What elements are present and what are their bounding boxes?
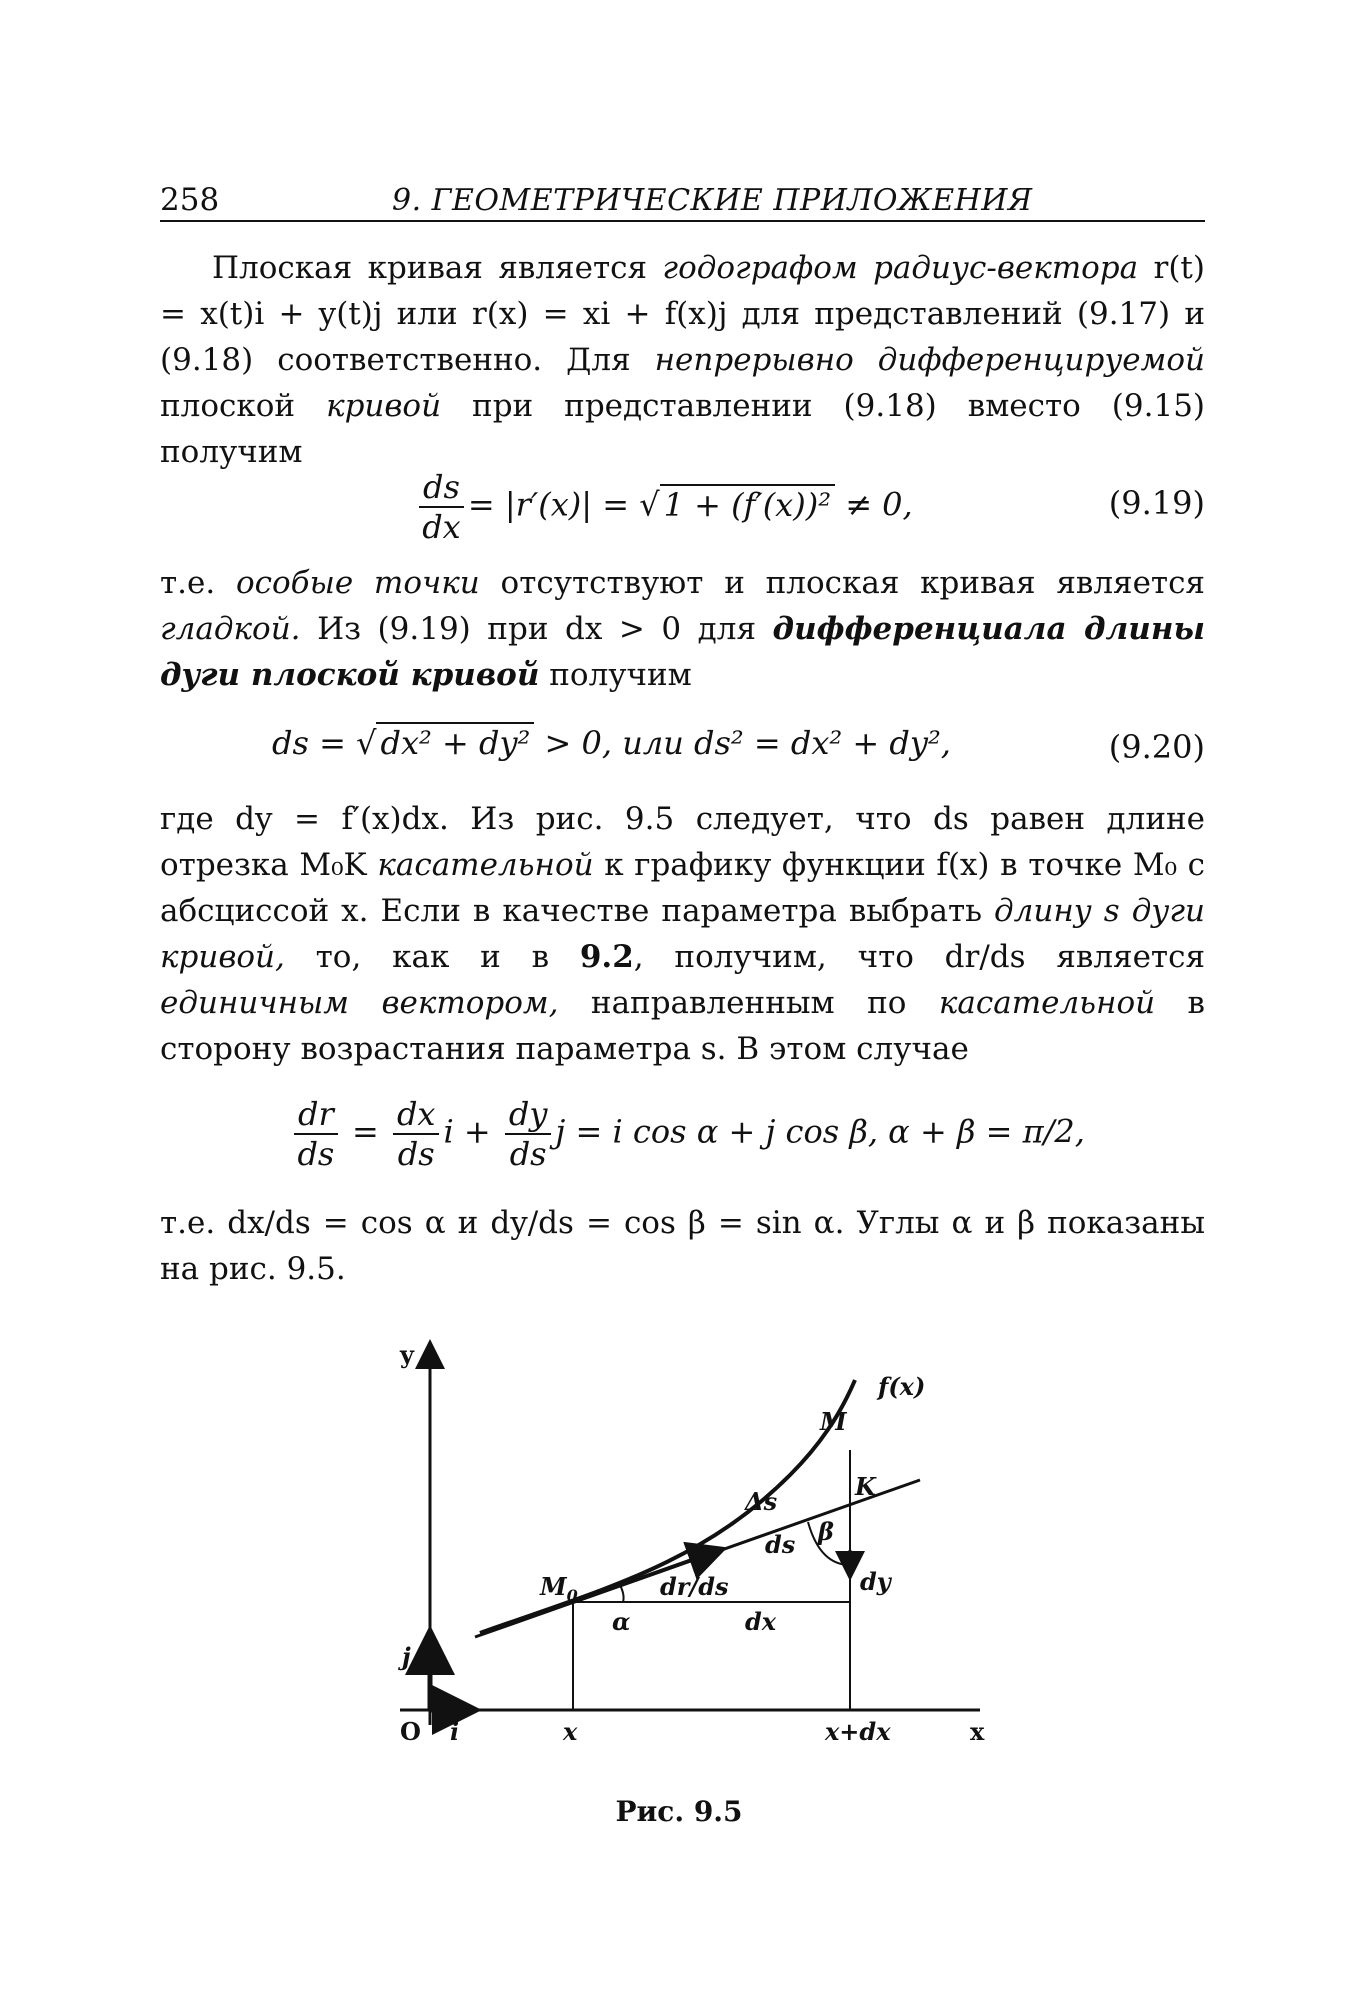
- x-axis-label: x: [970, 1717, 985, 1746]
- term-differentiable: непрерывно дифференцируемой: [654, 342, 1205, 378]
- beta-label: β: [818, 1517, 834, 1546]
- sqrt-sign: √: [639, 485, 660, 524]
- equation-9-19: $\frac{ds}{dx}$ = |r′(x)| = √ 1 + (f′(x))² ≠ 0, (9.19): [160, 468, 1205, 538]
- page-number: 258: [160, 182, 220, 218]
- fraction-dx-ds: $\frac{dx}{ds}$: [393, 1095, 440, 1173]
- y-axis-label: y: [400, 1340, 414, 1369]
- term-tangent: касательной: [377, 847, 594, 883]
- alpha-arc: [620, 1585, 624, 1602]
- dx-label: dx: [745, 1607, 777, 1636]
- running-title: 9. ГЕОМЕТРИЧЕСКИЕ ПРИЛОЖЕНИЯ: [392, 183, 1033, 218]
- i-label: i: [450, 1717, 460, 1746]
- f-label: f(x): [878, 1372, 926, 1401]
- origin-label: O: [400, 1717, 421, 1746]
- x-dx-tick-label: x+dx: [825, 1717, 891, 1746]
- fraction-ds-dx: $\frac{ds}{dx}$: [419, 468, 464, 546]
- equation-unit-tangent: $\frac{dr}{ds}$ = $\frac{dx}{ds}$ i + $\frac{dy}{ds}$ j = i cos α + j cos β, α + β = π/2,: [160, 1095, 1205, 1185]
- paragraph-2: т.е. особые точки отсутствуют и плоская кривая является гладкой. Из (9.19) при dx > 0 для дифференциала длины дуги плоской кривой получим: [160, 565, 1205, 693]
- paragraph-1: Плоская кривая является годографом радиус-вектора r(t) = x(t)i + y(t)j или r(x) = xi + f(x)j для представлений (9.17) и (9.18) соответственно. Для непрерывно дифференцируемой плоской кривой при представлении (9.18) вместо (9.15) получим: [160, 250, 1206, 470]
- term-hodograph: годографом радиус-вектора: [662, 250, 1139, 286]
- dr-ds-label: dr/ds: [660, 1572, 729, 1601]
- alpha-label: α: [612, 1607, 631, 1636]
- term-arc-differential: дифференциала длины дуги плоской кривой: [160, 611, 1205, 693]
- K-label: K: [855, 1472, 876, 1501]
- paragraph-3: где dy = f′(x)dx. Из рис. 9.5 следует, что ds равен длине отрезка M₀K касательной к графику функции f(x) в точке M₀ с абсциссой x. Если в качестве параметра выбрать длину s дуги кривой, то, как и в 9.2, получим, что dr/ds является единичным вектором, направленным по касательной в сторону возрастания параметра s. В этом случае: [160, 801, 1206, 1067]
- term-unit-vector: единичным вектором,: [160, 985, 559, 1021]
- M-label: M: [820, 1407, 847, 1436]
- M0-label: $M_0$: [540, 1572, 578, 1605]
- x-tick-label: x: [563, 1717, 578, 1746]
- paragraph-4: т.е. dx/ds = cos α и dy/ds = cos β = sin α. Углы α и β показаны на рис. 9.5.: [160, 1205, 1205, 1287]
- delta-s-label: Δs: [745, 1487, 778, 1516]
- term-arc-length: длину s дуги кривой,: [160, 893, 1205, 975]
- page-header: [160, 178, 1205, 222]
- figure-9-5: [380, 1325, 1000, 1755]
- j-label: j: [402, 1642, 411, 1671]
- term-singular-points: особые точки: [235, 565, 480, 601]
- term-tangent-2: касательной: [938, 985, 1156, 1021]
- term-smooth: гладкой.: [160, 611, 301, 647]
- fraction-dr-ds: $\frac{dr}{ds}$: [294, 1095, 338, 1173]
- term-curve: кривой: [326, 388, 442, 424]
- dy-label: dy: [860, 1567, 891, 1596]
- ds-label: ds: [765, 1530, 796, 1559]
- figure-caption: Рис. 9.5: [615, 1795, 743, 1828]
- equation-number: (9.19): [1108, 484, 1205, 522]
- equation-9-20: ds = √ dx² + dy² > 0, или ds² = dx² + dy², (9.20): [272, 724, 1205, 766]
- equation-number: (9.20): [1108, 728, 1205, 766]
- sqrt-sign: √: [356, 724, 377, 762]
- fraction-dy-ds: $\frac{dy}{ds}$: [505, 1095, 552, 1173]
- section-ref: 9.2: [579, 939, 634, 975]
